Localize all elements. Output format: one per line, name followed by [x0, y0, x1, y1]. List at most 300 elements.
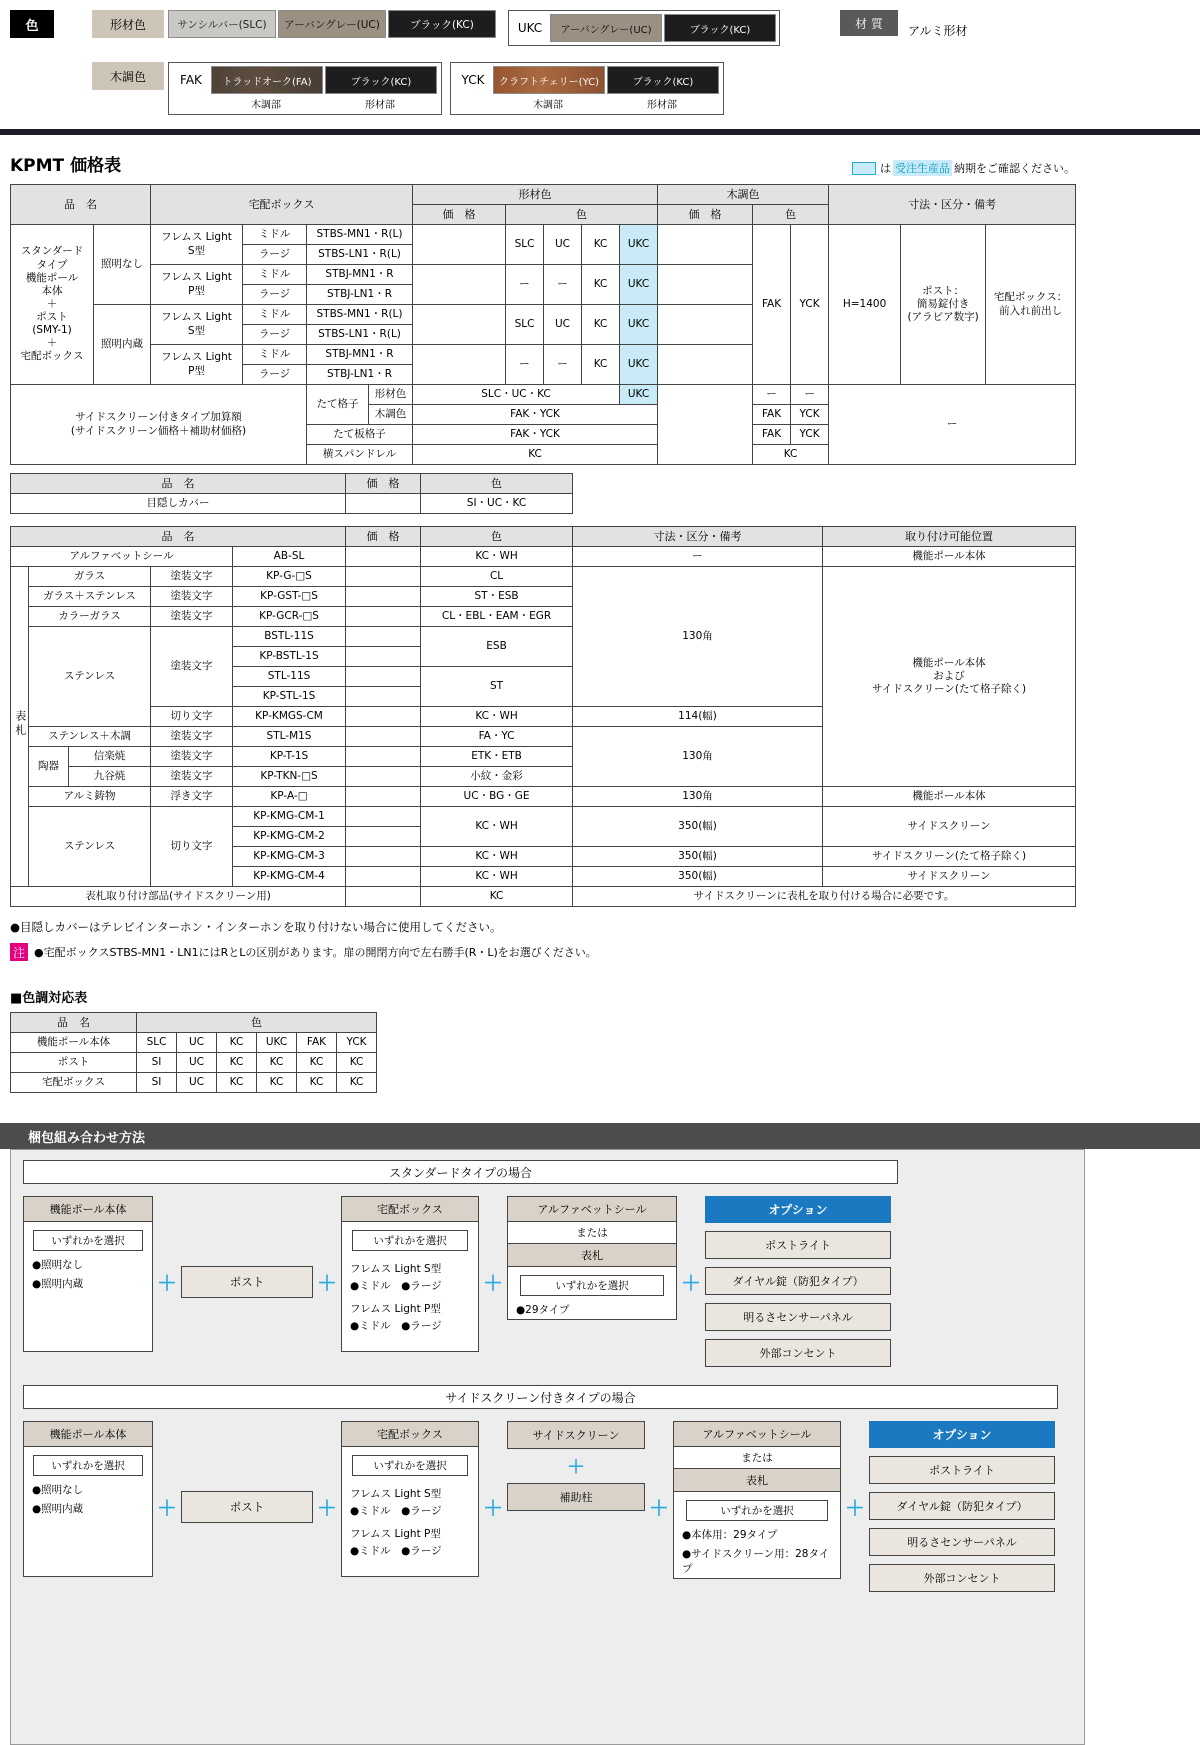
pole-select-box: いずれかを選択	[33, 1455, 143, 1476]
material-cell: ステンレス＋木調	[29, 727, 151, 747]
color-cell: FAK・YCK	[413, 425, 658, 445]
color-cell: UC・BG・GE	[421, 787, 573, 807]
option-post-light: ポストライト	[705, 1231, 891, 1259]
wood-color-cell: FAK	[753, 405, 791, 425]
aux-pillar-bar: 補助柱	[507, 1483, 645, 1511]
price-cell	[658, 385, 753, 465]
note-cell: ー	[573, 547, 823, 567]
nameplate-component	[507, 1196, 677, 1320]
model-cell: STBJ-LN1・R	[307, 285, 413, 305]
wood-part-caption: 木調部	[251, 100, 281, 111]
size-cell: ラージ	[243, 245, 307, 265]
model-cell: STBJ-LN1・R	[307, 365, 413, 385]
made-to-order-swatch	[852, 162, 876, 175]
side28-option: ●サイドスクリーン用：28タイプ	[682, 1548, 830, 1575]
color-cell: KC	[413, 445, 658, 465]
series-cell: フレムス Light P型	[151, 265, 243, 305]
side-screen-component	[507, 1421, 645, 1511]
price-cell	[346, 547, 421, 567]
option-component	[869, 1421, 1055, 1592]
model-cell: STBS-LN1・R(L)	[307, 245, 413, 265]
series-p-label: フレムス Light P型	[350, 1303, 441, 1315]
size-cell: ミドル	[243, 225, 307, 245]
series-s-sizes: ●ミドル ●ラージ	[350, 1505, 442, 1517]
model-cell: KP-G-□S	[233, 567, 346, 587]
wood-color-row	[10, 62, 1190, 115]
product-label-cell: スタンダード タイプ 機能ポール 本体 ＋ ポスト (SMY-1) ＋ 宅配ボックス	[11, 225, 94, 385]
color-cell: KC	[257, 1073, 297, 1093]
model-cell: STBJ-MN1・R	[307, 345, 413, 365]
color-label: 色	[10, 10, 54, 38]
series-p-sizes: ●ミドル ●ラージ	[350, 1545, 442, 1557]
color-cell: KC	[217, 1073, 257, 1093]
main-price-table	[10, 184, 1076, 465]
made-to-order-legend	[852, 160, 1075, 176]
nameplate-select-box: いずれかを選択	[520, 1275, 664, 1296]
header-item: 品 名	[11, 527, 346, 547]
color-map-table	[10, 1012, 377, 1093]
letter-type-cell: 塗装文字	[151, 747, 233, 767]
wood-color-cell: ー	[753, 385, 791, 405]
color-cell: KC	[337, 1053, 377, 1073]
packing-section-header: 梱包組み合わせ方法	[0, 1123, 1200, 1149]
yck-cherry-swatch: クラフトチェリー(YC)	[493, 66, 605, 94]
option-dial-lock: ダイヤル錠（防犯タイプ）	[705, 1267, 891, 1295]
position-cell: サイドスクリーン	[823, 867, 1076, 887]
price-cell	[346, 707, 421, 727]
color-cell: KC	[297, 1073, 337, 1093]
color-cell: KC	[582, 265, 620, 305]
price-cell	[658, 345, 753, 385]
header-item: 品 名	[11, 474, 346, 494]
option-dial-lock: ダイヤル錠（防犯タイプ）	[869, 1492, 1055, 1520]
header-price: 価 格	[346, 527, 421, 547]
lattice-cell: たて板格子	[307, 425, 413, 445]
model-cell: KP-KMGS-CM	[233, 707, 346, 727]
header-color: 色	[506, 205, 658, 225]
color-cell: KC	[217, 1053, 257, 1073]
color-cell-ukc: UKC	[620, 385, 658, 405]
model-cell: STBS-LN1・R(L)	[307, 325, 413, 345]
color-cell: KC	[582, 225, 620, 265]
caption-spacer	[173, 94, 209, 111]
plus-icon: ＋	[567, 1457, 585, 1478]
header-color: 色	[137, 1013, 377, 1033]
lighting-on-option: ●照明内蔵	[32, 1278, 84, 1290]
fak-swatch-group	[168, 62, 442, 115]
attention-badge: 注	[10, 943, 28, 961]
color-cell: KC・WH	[421, 867, 573, 887]
note-cell: 114(幅)	[573, 707, 823, 727]
header-price: 価 格	[413, 205, 506, 225]
lighting-off-option: ●照明なし	[32, 1484, 84, 1496]
legend-key: 受注生産品	[895, 162, 950, 175]
ukc-black-swatch: ブラック(KC)	[664, 14, 776, 42]
delivery-box-component	[341, 1196, 479, 1352]
price-table-head	[10, 151, 1075, 176]
series-cell: フレムス Light S型	[151, 225, 243, 265]
size-cell: ミドル	[243, 345, 307, 365]
model-cell: KP-TKN-□S	[233, 767, 346, 787]
color-cell: ー	[544, 345, 582, 385]
letter-type-cell: 塗装文字	[151, 587, 233, 607]
color-cell: FAK・YCK	[413, 405, 658, 425]
color-cell: ー	[506, 345, 544, 385]
option-outlet: 外部コンセント	[869, 1564, 1055, 1592]
wood-color-cell: KC	[753, 445, 829, 465]
price-cell	[346, 647, 421, 667]
series-p-label: フレムス Light P型	[350, 1528, 441, 1540]
position-cell: サイドスクリーン	[823, 807, 1076, 847]
option-header: オプション	[705, 1196, 891, 1223]
color-cell: KC	[421, 887, 573, 907]
lattice-cell: たて格子	[307, 385, 369, 425]
model-cell: KP-T-1S	[233, 747, 346, 767]
price-cell	[346, 807, 421, 827]
note-cell: 350(幅)	[573, 867, 823, 887]
wood-color-cell: FAK	[753, 225, 791, 385]
letter-type-cell: 切り文字	[151, 807, 233, 887]
color-cell: ST	[421, 667, 573, 707]
nameplate-table	[10, 526, 1076, 907]
color-cell: ー	[544, 265, 582, 305]
model-cell: KP-STL-1S	[233, 687, 346, 707]
header-position: 取り付け可能位置	[823, 527, 1076, 547]
note-cell: ー	[829, 385, 1076, 465]
color-cell: KC・WH	[421, 547, 573, 567]
profile-color-label: 形材色	[92, 10, 164, 38]
profile-part-caption: 形材部	[647, 100, 677, 111]
color-cell-ukc: UKC	[620, 305, 658, 345]
plus-icon: ＋	[157, 1271, 177, 1295]
note-height-cell: H=1400	[829, 225, 901, 385]
color-cell: CL・EBL・EAM・EGR	[421, 607, 573, 627]
pole-component	[23, 1196, 153, 1352]
ukc-swatch-group	[508, 10, 780, 46]
size-cell: ミドル	[243, 305, 307, 325]
color-cell: UC	[177, 1053, 217, 1073]
header-delivery-box: 宅配ボックス	[151, 185, 413, 225]
letter-type-cell: 塗装文字	[151, 567, 233, 587]
color-cell: CL	[421, 567, 573, 587]
color-cell: SI・UC・KC	[421, 494, 573, 514]
color-cell: KC	[337, 1073, 377, 1093]
size-cell: ラージ	[243, 365, 307, 385]
ukc-code-label: UKC	[517, 21, 543, 35]
delivery-box-component	[341, 1421, 479, 1577]
price-cell	[346, 687, 421, 707]
packing-panel	[10, 1149, 1085, 1745]
model-cell: STL-M1S	[233, 727, 346, 747]
model-cell: KP-GST-□S	[233, 587, 346, 607]
plus-icon: ＋	[317, 1496, 337, 1520]
model-cell: STBS-MN1・R(L)	[307, 305, 413, 325]
material-label: 材 質	[840, 10, 898, 36]
side-screen-addon-label: サイドスクリーン付きタイプ加算額 (サイドスクリーン価格＋補助材価格)	[11, 385, 307, 465]
color-swatch-section	[10, 10, 1190, 115]
body29-option: ●本体用：29タイプ	[682, 1529, 778, 1541]
wood-color-cell: YCK	[791, 225, 829, 385]
header-color: 色	[753, 205, 829, 225]
price-table-title: KPMT 価格表	[10, 156, 122, 176]
profile-color-row	[10, 10, 1190, 46]
color-cell: ETK・ETB	[421, 747, 573, 767]
color-cell-ukc: UKC	[620, 265, 658, 305]
color-cell: KC・WH	[421, 807, 573, 847]
or-label: または	[741, 1452, 773, 1464]
divider-bar	[0, 129, 1200, 135]
color-cell: ST・ESB	[421, 587, 573, 607]
side-screen-bar: サイドスクリーン	[507, 1421, 645, 1449]
header-note: 寸法・区分・備考	[829, 185, 1076, 225]
price-cell	[346, 627, 421, 647]
size-cell: ミドル	[243, 265, 307, 285]
color-cell: ー	[506, 265, 544, 305]
model-cell: KP-BSTL-1S	[233, 647, 346, 667]
color-cell: KC	[217, 1033, 257, 1053]
price-cell	[413, 225, 506, 265]
wood-color-cell: YCK	[791, 405, 829, 425]
header-wood-color: 木調色	[658, 185, 829, 205]
price-cell	[346, 567, 421, 587]
option-sensor-panel: 明るさセンサーパネル	[705, 1303, 891, 1331]
letter-type-cell: 塗装文字	[151, 627, 233, 707]
fak-oak-swatch: トラッドオーク(FA)	[211, 66, 323, 94]
color-cell: ESB	[421, 627, 573, 667]
color-cell: KC	[297, 1053, 337, 1073]
price-cell	[346, 847, 421, 867]
material-cell: ステンレス	[29, 627, 151, 727]
item-name-cell: 機能ポール本体	[11, 1033, 137, 1053]
plus-icon: ＋	[649, 1496, 669, 1520]
pole-select-box: いずれかを選択	[33, 1230, 143, 1251]
plus-icon: ＋	[845, 1496, 865, 1520]
color-cell: FAK	[297, 1033, 337, 1053]
post-box: ポスト	[181, 1266, 313, 1298]
price-cell	[658, 305, 753, 345]
letter-type-cell: 浮き文字	[151, 787, 233, 807]
color-cell: KC	[582, 305, 620, 345]
note-cell: 350(幅)	[573, 847, 823, 867]
note-cell: 130角	[573, 787, 823, 807]
size-cell: ラージ	[243, 325, 307, 345]
item-name-cell: 表札取り付け部品(サイドスクリーン用)	[11, 887, 346, 907]
yck-swatch-group	[450, 62, 724, 115]
type29-option: ●29タイプ	[516, 1304, 570, 1316]
material-cell: アルミ鋳物	[29, 787, 151, 807]
price-cell	[346, 827, 421, 847]
attention-note	[10, 943, 1190, 961]
series-s-label: フレムス Light S型	[350, 1488, 442, 1500]
material-cell: 陶器	[29, 747, 69, 787]
model-cell: KP-A-□	[233, 787, 346, 807]
swatch-urban-gray: アーバングレー(UC)	[278, 10, 386, 38]
color-cell: UKC	[257, 1033, 297, 1053]
ukc-urban-gray-swatch: アーバングレー(UC)	[550, 14, 662, 42]
color-cell: KC・WH	[421, 707, 573, 727]
delivery-select-box: いずれかを選択	[352, 1230, 469, 1251]
color-cell-ukc: UKC	[620, 225, 658, 265]
plus-icon: ＋	[483, 1271, 503, 1295]
caption-spacer	[455, 94, 491, 111]
letter-type-cell: 塗装文字	[151, 607, 233, 627]
plus-icon: ＋	[681, 1271, 701, 1295]
material-sub-cell: 信楽焼	[69, 747, 151, 767]
size-cell: ラージ	[243, 285, 307, 305]
model-cell: STBJ-MN1・R	[307, 265, 413, 285]
pole-component	[23, 1421, 153, 1577]
series-cell: フレムス Light S型	[151, 305, 243, 345]
model-cell: KP-KMG-CM-2	[233, 827, 346, 847]
material-cell: ステンレス	[29, 807, 151, 887]
yck-code-label: YCK	[461, 73, 485, 87]
letter-type-cell: 塗装文字	[151, 727, 233, 747]
delivery-select-box: いずれかを選択	[352, 1455, 469, 1476]
lighting-cell: 照明内蔵	[94, 305, 151, 385]
header-item: 品 名	[11, 185, 151, 225]
price-cell	[346, 607, 421, 627]
header-price: 価 格	[658, 205, 753, 225]
model-cell: KP-KMG-CM-3	[233, 847, 346, 867]
color-cell: SLC	[137, 1033, 177, 1053]
price-cell	[346, 587, 421, 607]
color-cell: UC	[177, 1033, 217, 1053]
alphabet-seal-header: アルファベットシール	[508, 1197, 676, 1222]
cover-note: ●目隠しカバーはテレビインターホン・インターホンを取り付けない場合に使用してください。	[10, 920, 502, 934]
plus-icon: ＋	[483, 1496, 503, 1520]
legend-rest: 納期をご確認ください。	[954, 162, 1075, 175]
nameplate-bar: 表札	[508, 1243, 676, 1267]
profile-cell: 形材色	[369, 385, 413, 405]
wood-cell: 木調色	[369, 405, 413, 425]
price-cell	[413, 345, 506, 385]
price-cell	[346, 867, 421, 887]
standard-type-title: スタンダードタイプの場合	[23, 1160, 898, 1184]
color-cell: SI	[137, 1053, 177, 1073]
color-cell: 小紋・金彩	[421, 767, 573, 787]
side-screen-combo-row	[23, 1421, 1072, 1592]
note-cell: 130角	[573, 567, 823, 707]
lighting-cell: 照明なし	[94, 225, 151, 305]
alphabet-seal-header: アルファベットシール	[674, 1422, 840, 1447]
position-cell: 機能ポール本体	[823, 547, 1076, 567]
position-cell: 機能ポール本体 および サイドスクリーン(たて格子除く)	[823, 567, 1076, 787]
material-cell: ガラス＋ステンレス	[29, 587, 151, 607]
color-cell: KC	[257, 1053, 297, 1073]
item-name-cell: 宅配ボックス	[11, 1073, 137, 1093]
note-cell: 350(幅)	[573, 807, 823, 847]
position-cell: サイドスクリーン(たて格子除く)	[823, 847, 1076, 867]
series-p-sizes: ●ミドル ●ラージ	[350, 1320, 442, 1332]
delivery-box-header: 宅配ボックス	[342, 1197, 478, 1222]
swatch-sun-silver: サンシルバー(SLC)	[168, 10, 276, 38]
delivery-box-header: 宅配ボックス	[342, 1422, 478, 1447]
color-cell: SLC・UC・KC	[413, 385, 620, 405]
material-value: アルミ形材	[908, 24, 968, 38]
series-s-sizes: ●ミドル ●ラージ	[350, 1280, 442, 1292]
fak-black-swatch: ブラック(KC)	[325, 66, 437, 94]
model-cell: STL-11S	[233, 667, 346, 687]
color-cell: YCK	[337, 1033, 377, 1053]
wood-color-cell: ー	[791, 385, 829, 405]
price-cell	[658, 265, 753, 305]
lighting-on-option: ●照明内蔵	[32, 1503, 84, 1515]
option-post-light: ポストライト	[869, 1456, 1055, 1484]
option-outlet: 外部コンセント	[705, 1339, 891, 1367]
header-color: 色	[421, 474, 573, 494]
nameplate-bar: 表札	[674, 1468, 840, 1492]
price-cell	[346, 887, 421, 907]
material-cell: カラーガラス	[29, 607, 151, 627]
profile-part-caption: 形材部	[365, 100, 395, 111]
nameplate-group-cell	[11, 567, 29, 887]
lighting-off-option: ●照明なし	[32, 1259, 84, 1271]
letter-type-cell: 塗装文字	[151, 767, 233, 787]
price-cell	[346, 787, 421, 807]
option-component	[705, 1196, 891, 1367]
color-cell: KC	[582, 345, 620, 385]
fak-code-label: FAK	[180, 73, 202, 87]
price-cell	[346, 727, 421, 747]
model-cell: KP-KMG-CM-1	[233, 807, 346, 827]
color-cell: UC	[177, 1073, 217, 1093]
color-cell: KC・WH	[421, 847, 573, 867]
item-name-cell: アルファベットシール	[11, 547, 233, 567]
color-cell: SI	[137, 1073, 177, 1093]
header-profile-color: 形材色	[413, 185, 658, 205]
nameplate-group-label: 表札	[13, 710, 27, 739]
header-item: 品 名	[11, 1013, 137, 1033]
lattice-cell: 横スパンドレル	[307, 445, 413, 465]
material-sub-cell: 九谷焼	[69, 767, 151, 787]
series-s-label: フレムス Light S型	[350, 1263, 442, 1275]
note-box-cell: 宅配ボックス： 前入れ前出し	[986, 225, 1076, 385]
position-cell: 機能ポール本体	[823, 787, 1076, 807]
wood-color-cell: FAK	[753, 425, 791, 445]
material-cell: ガラス	[29, 567, 151, 587]
wood-part-caption: 木調部	[533, 100, 563, 111]
or-label: または	[576, 1227, 608, 1239]
item-name-cell: ポスト	[11, 1053, 137, 1073]
color-cell-ukc: UKC	[620, 345, 658, 385]
color-map-title: ■色調対応表	[10, 991, 88, 1006]
cover-table	[10, 473, 573, 514]
note-cell: サイドスクリーンに表札を取り付ける場合に必要です。	[573, 887, 1076, 907]
color-cell: UC	[544, 305, 582, 345]
model-cell: STBS-MN1・R(L)	[307, 225, 413, 245]
pole-header: 機能ポール本体	[24, 1422, 152, 1447]
price-cell	[413, 265, 506, 305]
option-header: オプション	[869, 1421, 1055, 1448]
price-cell	[346, 747, 421, 767]
letter-type-cell: 切り文字	[151, 707, 233, 727]
model-cell: KP-KMG-CM-4	[233, 867, 346, 887]
yck-black-swatch: ブラック(KC)	[607, 66, 719, 94]
legend-wa: は	[880, 162, 891, 175]
nameplate-select-box: いずれかを選択	[686, 1500, 829, 1521]
header-price: 価 格	[346, 474, 421, 494]
model-cell: KP-GCR-□S	[233, 607, 346, 627]
color-cell: SLC	[506, 305, 544, 345]
pole-header: 機能ポール本体	[24, 1197, 152, 1222]
swatch-black: ブラック(KC)	[388, 10, 496, 38]
color-cell: SLC	[506, 225, 544, 265]
plus-icon: ＋	[317, 1271, 337, 1295]
note-post-cell: ポスト： 簡易錠付き (アラビア数字)	[901, 225, 986, 385]
model-cell: AB-SL	[233, 547, 346, 567]
color-cell: UC	[544, 225, 582, 265]
color-cell: FA・YC	[421, 727, 573, 747]
